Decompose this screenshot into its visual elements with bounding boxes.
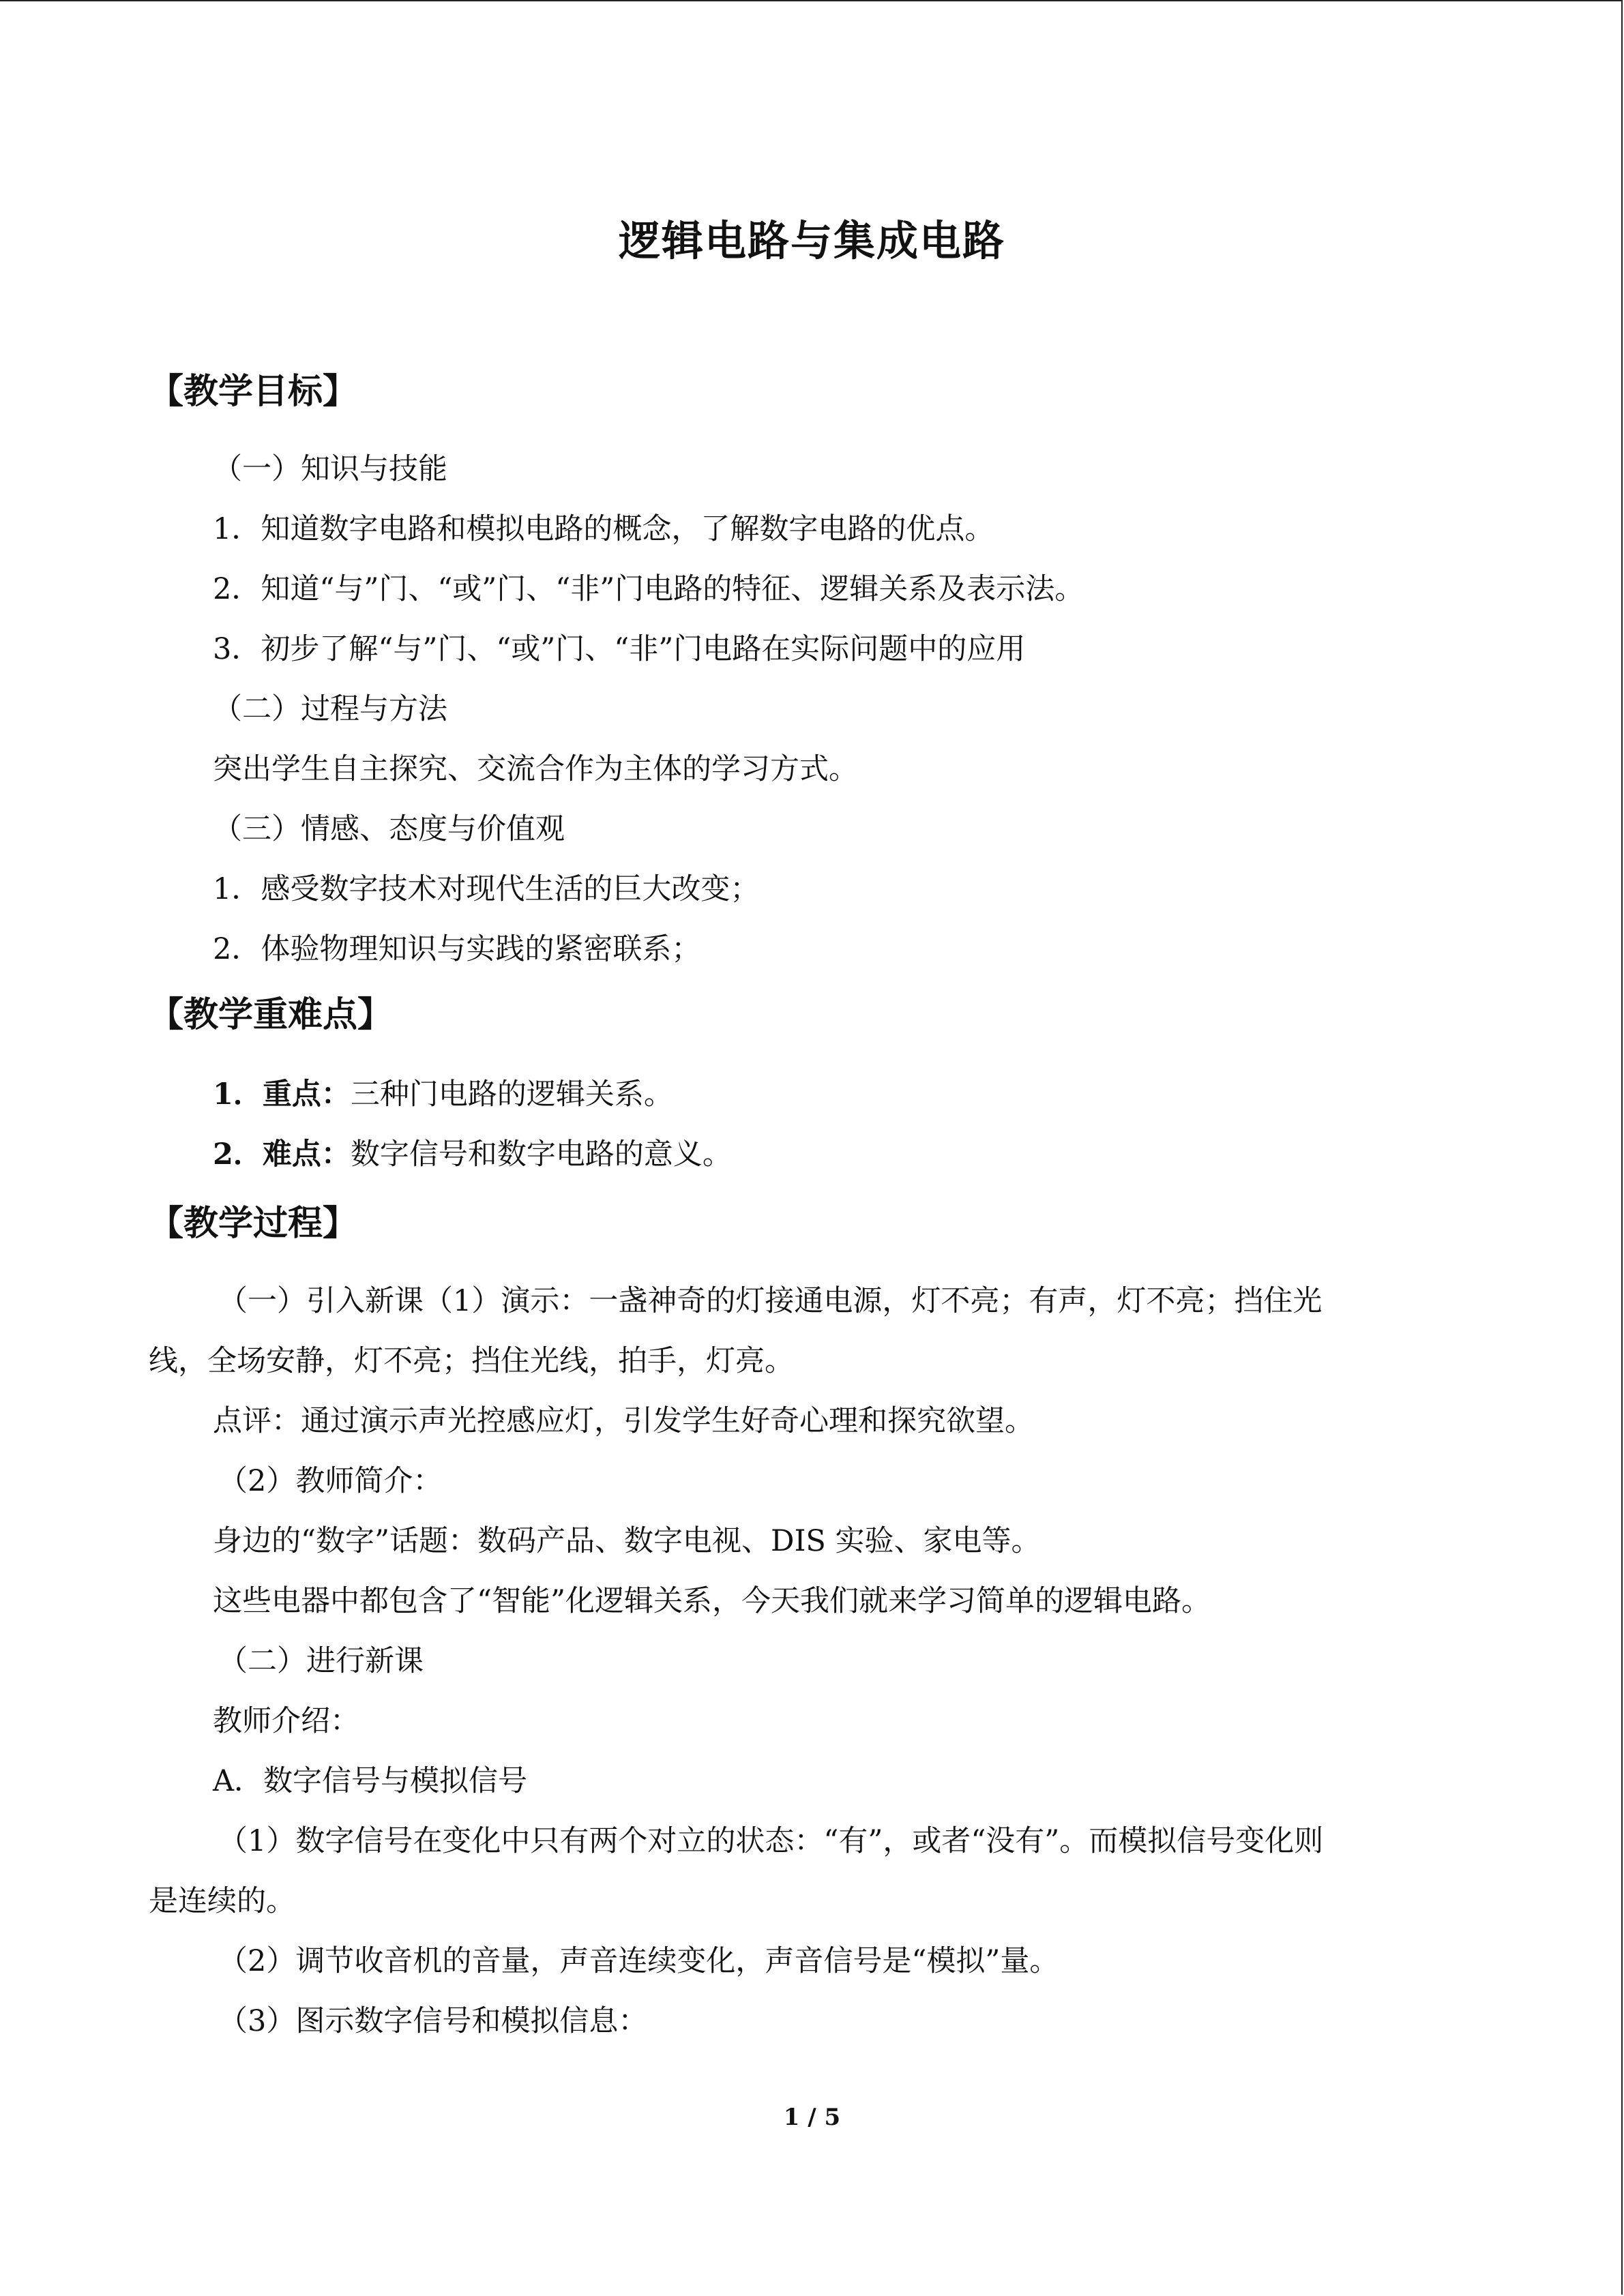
key-point-text: 数字信号和数字电路的意义。 bbox=[350, 1137, 732, 1172]
objectives-line: 突出学生自主探究、交流合作为主体的学习方式。 bbox=[213, 752, 858, 786]
key-point-label: 2．难点： bbox=[213, 1137, 351, 1172]
section-heading-process: 【教学过程】 bbox=[149, 1204, 358, 1244]
process-line: （2）教师简介： bbox=[218, 1464, 443, 1498]
objectives-line: 3．初步了解“与”门、“或”门、“非”门电路在实际问题中的应用 bbox=[213, 632, 1026, 666]
process-line: 身边的“数字”话题：数码产品、数字电视、DIS 实验、家电等。 bbox=[213, 1524, 1041, 1558]
document-title: 逻辑电路与集成电路 bbox=[618, 217, 1005, 265]
process-line: （3）图示数字信号和模拟信息： bbox=[218, 2004, 648, 2038]
section-heading-objectives: 【教学目标】 bbox=[149, 372, 358, 412]
objectives-line: 2．知道“与”门、“或”门、“非”门电路的特征、逻辑关系及表示法。 bbox=[213, 572, 1084, 606]
page-indicator: 1 / 5 bbox=[783, 2104, 841, 2131]
objectives-line: 1．知道数字电路和模拟电路的概念，了解数字电路的优点。 bbox=[213, 512, 994, 546]
objectives-line: （三）情感、态度与价值观 bbox=[213, 812, 565, 846]
objectives-line: （二）过程与方法 bbox=[213, 692, 447, 726]
process-line: 是连续的。 bbox=[149, 1884, 295, 1918]
process-line: （2）调节收音机的音量，声音连续变化，声音信号是“模拟”量。 bbox=[218, 1944, 1059, 1978]
process-line: A．数字信号与模拟信号 bbox=[213, 1764, 528, 1798]
key-point-item bbox=[213, 1074, 673, 1115]
key-point-item bbox=[213, 1134, 732, 1175]
section-heading-key-points: 【教学重难点】 bbox=[149, 995, 393, 1035]
process-line: 这些电器中都包含了“智能”化逻辑关系，今天我们就来学习简单的逻辑电路。 bbox=[213, 1584, 1211, 1618]
process-line: 教师介绍： bbox=[213, 1704, 359, 1738]
process-line: 线，全场安静，灯不亮；挡住光线，拍手，灯亮。 bbox=[149, 1344, 794, 1378]
process-line: （一）引入新课（1）演示：一盏神奇的灯接通电源，灯不亮；有声，灯不亮；挡住光 bbox=[218, 1284, 1323, 1318]
key-point-text: 三种门电路的逻辑关系。 bbox=[350, 1077, 673, 1112]
key-point-label: 1．重点： bbox=[213, 1077, 351, 1112]
objectives-line: 1．感受数字技术对现代生活的巨大改变； bbox=[213, 872, 760, 906]
process-line: （1）数字信号在变化中只有两个对立的状态：“有”，或者“没有”。而模拟信号变化则 bbox=[218, 1824, 1324, 1858]
process-line: 点评：通过演示声光控感应灯，引发学生好奇心理和探究欲望。 bbox=[213, 1404, 1034, 1438]
objectives-line: 2．体验物理知识与实践的紧密联系； bbox=[213, 932, 701, 966]
objectives-line: （一）知识与技能 bbox=[213, 452, 447, 486]
process-line: （二）进行新课 bbox=[218, 1644, 424, 1678]
